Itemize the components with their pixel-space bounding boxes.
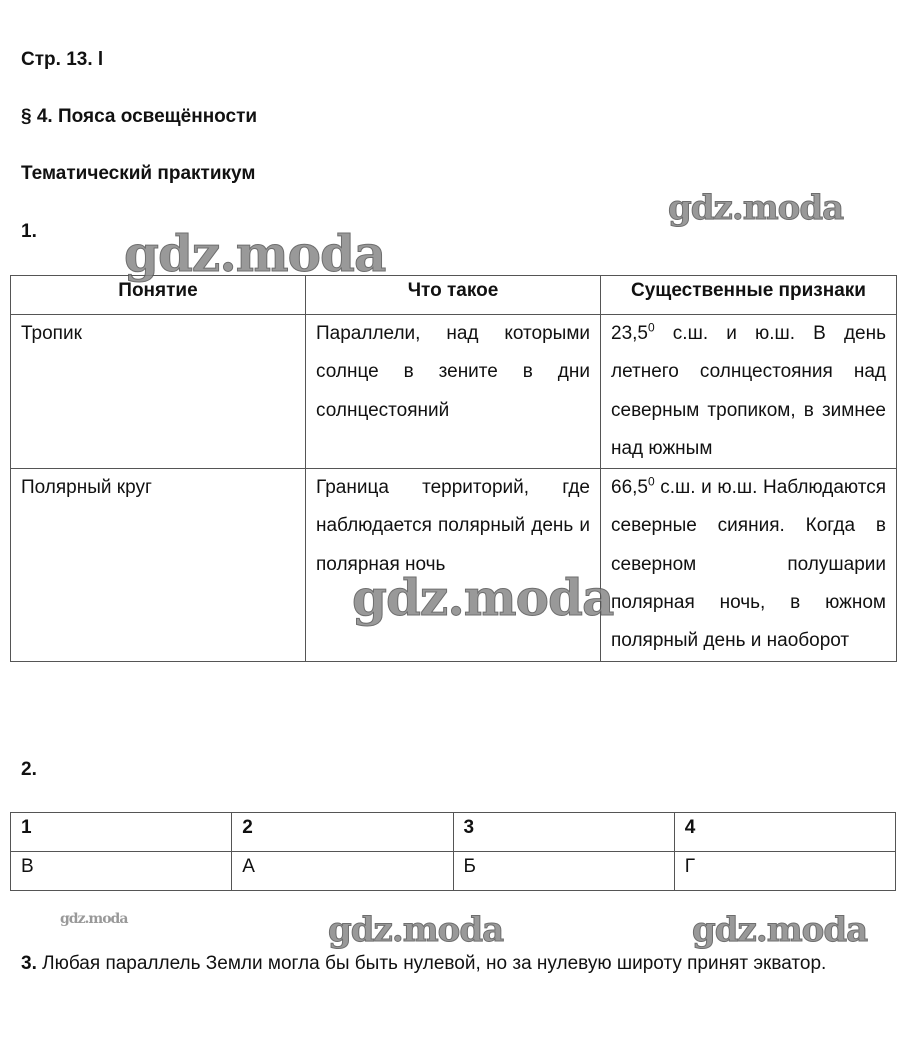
task3-text: Любая параллель Земли могла бы быть нулевой, но за нулевую широту принят экватор. (36, 953, 827, 974)
question-number: 4 (674, 813, 895, 852)
section-title: § 4. Пояса освещённости (21, 106, 258, 127)
question-number: 2 (232, 813, 453, 852)
task3-answer (21, 942, 887, 986)
features-cell (601, 469, 897, 661)
column-header: Понятие (11, 276, 306, 315)
definition-cell: Параллели, над которыми солнце в зените в дни солнцестояний (306, 315, 601, 469)
task3-number: 3. (21, 953, 37, 974)
question-number: 3 (453, 813, 674, 852)
watermark: gdz.moda (352, 568, 614, 627)
answer-cell: В (11, 852, 232, 891)
concept-cell: Тропик (11, 315, 306, 469)
page-number: Стр. 13. l (21, 49, 104, 70)
watermark: gdz.moda (124, 224, 386, 283)
answers-table (10, 812, 896, 891)
task1-number: 1. (21, 221, 37, 242)
features-text: с.ш. и ю.ш. В день летнего солнцестояния над северным тропиком, в зимнее над южным (611, 323, 886, 459)
table-row (11, 315, 897, 469)
column-header: Что такое (306, 276, 601, 315)
latitude-value: 23,5 (611, 323, 648, 344)
watermark: gdz.moda (60, 911, 128, 927)
latitude-value: 66,5 (611, 477, 648, 499)
concept-cell: Полярный круг (11, 469, 306, 661)
subtitle: Тематический практикум (21, 163, 256, 184)
degree-mark: 0 (647, 474, 655, 489)
answer-cell: Г (674, 852, 895, 891)
definition-cell: Граница территорий, где наблюдается полярный день и полярная ночь (306, 469, 601, 661)
column-header: Существенные признаки (601, 276, 897, 315)
table-header-row (11, 813, 896, 852)
features-text: с.ш. и ю.ш. Наблюдаются северные сияния. Когда в северном полушарии полярная ночь, в южном полярный день и наоборот (611, 477, 886, 652)
table-header-row (11, 276, 897, 315)
question-number: 1 (11, 813, 232, 852)
answer-cell: А (232, 852, 453, 891)
degree-mark: 0 (647, 320, 655, 335)
concepts-table (10, 275, 897, 662)
table-row (11, 469, 897, 661)
watermark: gdz.moda (668, 188, 844, 228)
table-row (11, 852, 896, 891)
watermark: gdz.moda (692, 910, 868, 950)
task2-number: 2. (21, 759, 37, 780)
watermark: gdz.moda (328, 910, 504, 950)
features-cell (601, 315, 897, 469)
answer-cell: Б (453, 852, 674, 891)
